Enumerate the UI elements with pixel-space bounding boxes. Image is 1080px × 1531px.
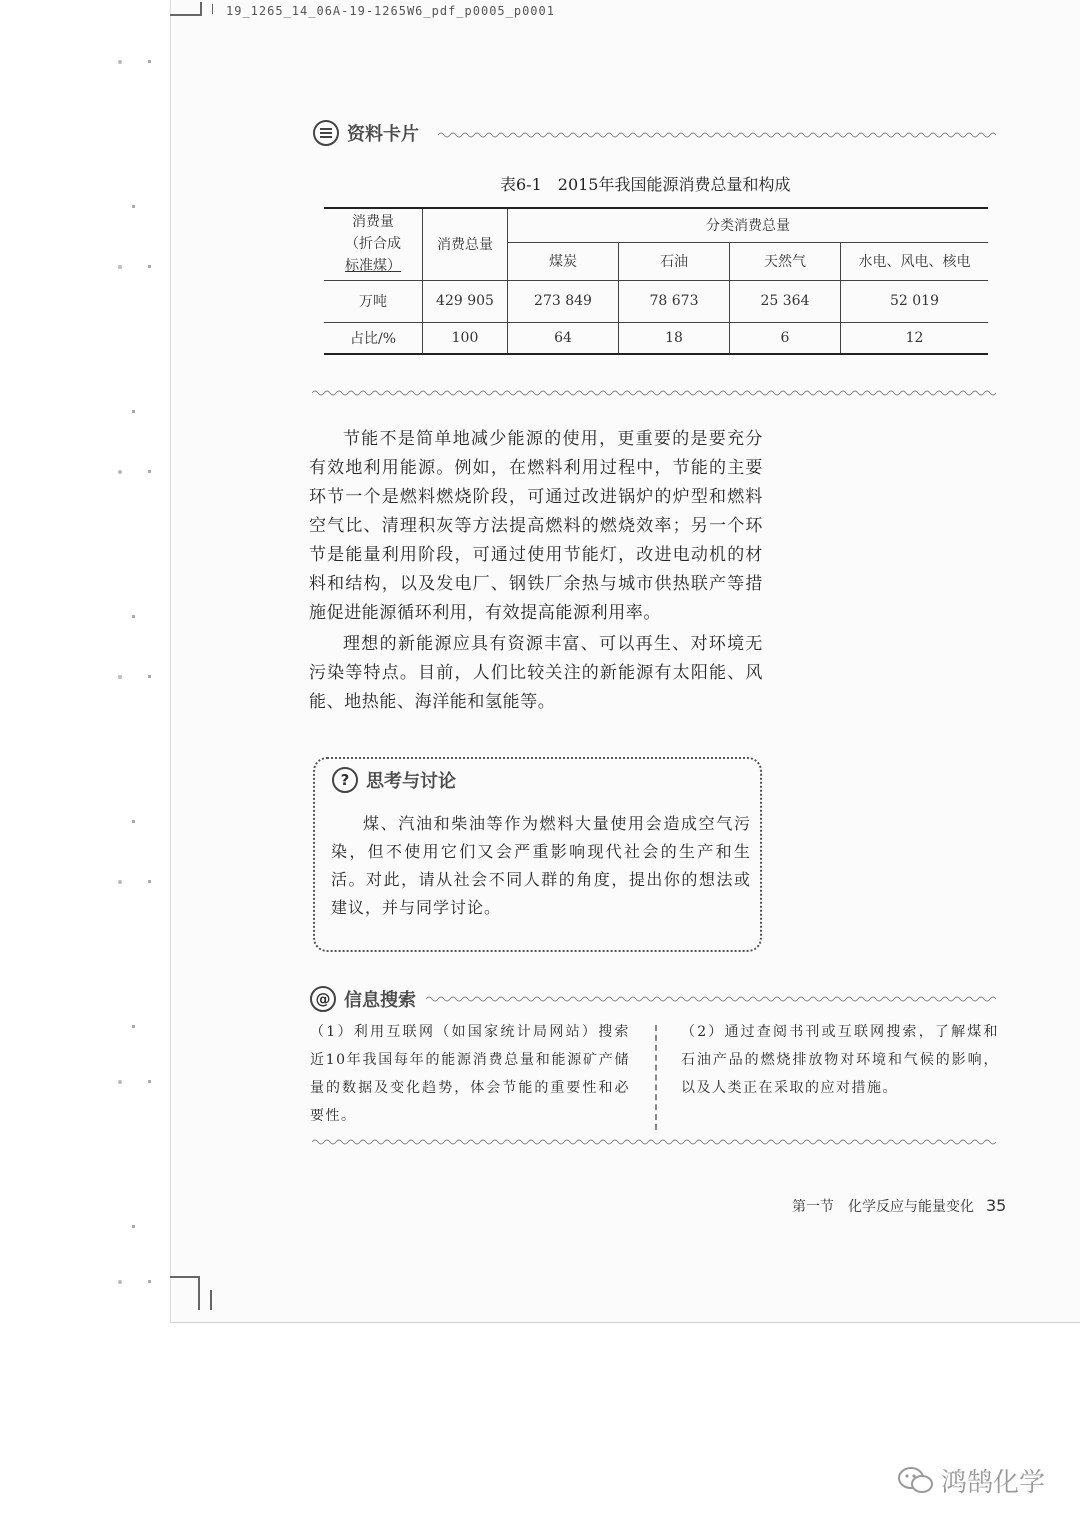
wavy-divider bbox=[312, 389, 998, 397]
margin-mark bbox=[132, 615, 135, 618]
category-header: 煤炭 bbox=[508, 242, 619, 280]
at-sign-icon: @ bbox=[310, 986, 336, 1012]
table-cell: 12 bbox=[841, 322, 989, 354]
energy-table bbox=[324, 207, 988, 355]
paragraph: 节能不是简单地减少能源的使用，更重要的是要充分有效地利用能源。例如，在燃料利用过程中，节能的主要环节一个是燃料燃烧阶段，可通过改进锅炉的炉型和燃料空气比、清理积灰等方法提高燃料的燃烧效率；另一个环节是能量利用阶段，可通过使用节能灯，改进电动机的材料和结构，以及发电厂、钢铁厂余热与城市供热联产等措施促进能源循环利用，有效提高能源利用率。 bbox=[309, 429, 763, 623]
margin-mark bbox=[148, 1080, 151, 1083]
wavy-divider bbox=[426, 995, 998, 1003]
wavy-divider bbox=[312, 1138, 998, 1146]
resource-card-header bbox=[313, 120, 419, 146]
crop-mark bbox=[210, 1290, 212, 1310]
resource-card-title: 资料卡片 bbox=[347, 124, 419, 145]
margin-mark bbox=[132, 1225, 135, 1228]
row-label: 占比/% bbox=[324, 322, 423, 354]
margin-mark bbox=[148, 1280, 151, 1283]
table-cell: 100 bbox=[423, 322, 508, 354]
margin-mark bbox=[148, 675, 151, 678]
document-icon bbox=[313, 120, 339, 146]
table-cell: 18 bbox=[619, 322, 730, 354]
margin-mark bbox=[118, 1080, 122, 1084]
table-cell: 78 673 bbox=[619, 280, 730, 322]
section-title: 第一节 化学反应与能量变化 bbox=[792, 1199, 974, 1215]
think-discuss-title: 思考与讨论 bbox=[366, 771, 456, 792]
margin-mark bbox=[132, 410, 135, 413]
margin-mark bbox=[118, 470, 122, 474]
table-cell: 25 364 bbox=[730, 280, 841, 322]
question-icon: ? bbox=[332, 767, 358, 793]
table-row bbox=[324, 322, 988, 354]
paragraph: 理想的新能源应具有资源丰富、可以再生、对环境无污染等特点。目前，人们比较关注的新能源有太阳能、风能、地热能、海洋能和氢能等。 bbox=[309, 634, 763, 712]
info-search-item: （1）利用互联网（如国家统计局网站）搜索近10年我国每年的能源消费总量和能源矿产储量的数据及变化趋势，体会节能的重要性和必要性。 bbox=[310, 1024, 630, 1124]
margin-mark bbox=[132, 820, 135, 823]
crop-mark bbox=[170, 14, 200, 16]
group-header: 分类消费总量 bbox=[508, 208, 989, 242]
margin-mark bbox=[132, 205, 135, 208]
margin-mark bbox=[118, 60, 122, 64]
think-discuss-header bbox=[332, 767, 456, 793]
table-cell: 6 bbox=[730, 322, 841, 354]
body-text bbox=[309, 425, 763, 717]
page-number: 35 bbox=[986, 1196, 1007, 1215]
column-divider bbox=[655, 1025, 657, 1130]
margin-mark bbox=[132, 1025, 135, 1028]
row-label: 万吨 bbox=[324, 280, 423, 322]
watermark-text: 鸿鹄化学 bbox=[941, 1468, 1046, 1498]
table-cell: 429 905 bbox=[423, 280, 508, 322]
info-search-title: 信息搜索 bbox=[344, 990, 416, 1011]
crop-mark bbox=[212, 4, 213, 14]
wavy-divider bbox=[438, 131, 998, 139]
page-footer bbox=[792, 1196, 1006, 1216]
margin-mark bbox=[118, 265, 122, 269]
row-header-line: 消费量 bbox=[352, 214, 394, 231]
crop-mark bbox=[200, 2, 202, 16]
margin-mark bbox=[148, 265, 151, 268]
watermark bbox=[897, 1462, 1045, 1499]
row-header-line: （折合成 bbox=[345, 236, 401, 253]
category-header: 石油 bbox=[619, 242, 730, 280]
table-cell: 64 bbox=[508, 322, 619, 354]
margin-mark bbox=[118, 1280, 122, 1284]
table-row bbox=[324, 280, 988, 322]
think-discuss-text: 煤、汽油和柴油等作为燃料大量使用会造成空气污染，但不使用它们又会严重影响现代社会的生产和生活。对此，请从社会不同人群的角度，提出你的想法或建议，并与同学讨论。 bbox=[331, 814, 751, 917]
table-cell: 273 849 bbox=[508, 280, 619, 322]
margin-mark bbox=[118, 880, 122, 884]
margin-mark bbox=[148, 880, 151, 883]
category-header: 水电、风电、核电 bbox=[841, 242, 989, 280]
info-search-item: （2）通过查阅书刊或互联网搜索，了解煤和石油产品的燃烧排放物对环境和气候的影响，以及人类正在采取的应对措施。 bbox=[681, 1024, 999, 1096]
category-header: 天然气 bbox=[730, 242, 841, 280]
crop-mark bbox=[198, 1276, 200, 1310]
margin-mark bbox=[148, 470, 151, 473]
header-code: 19_1265_14_06A-19-1265W6_pdf_p0005_p0001 bbox=[226, 4, 555, 18]
crop-mark bbox=[170, 1276, 200, 1278]
total-header: 消费总量 bbox=[423, 208, 508, 280]
margin-mark bbox=[118, 675, 122, 679]
row-header-cell bbox=[324, 208, 423, 280]
row-header-line: 标准煤） bbox=[345, 258, 401, 275]
info-search-header bbox=[310, 986, 416, 1012]
table-caption: 表6-1 2015年我国能源消费总量和构成 bbox=[500, 175, 791, 194]
margin-mark bbox=[148, 60, 151, 63]
chat-bubble-icon bbox=[897, 1466, 935, 1496]
table-cell: 52 019 bbox=[841, 280, 989, 322]
